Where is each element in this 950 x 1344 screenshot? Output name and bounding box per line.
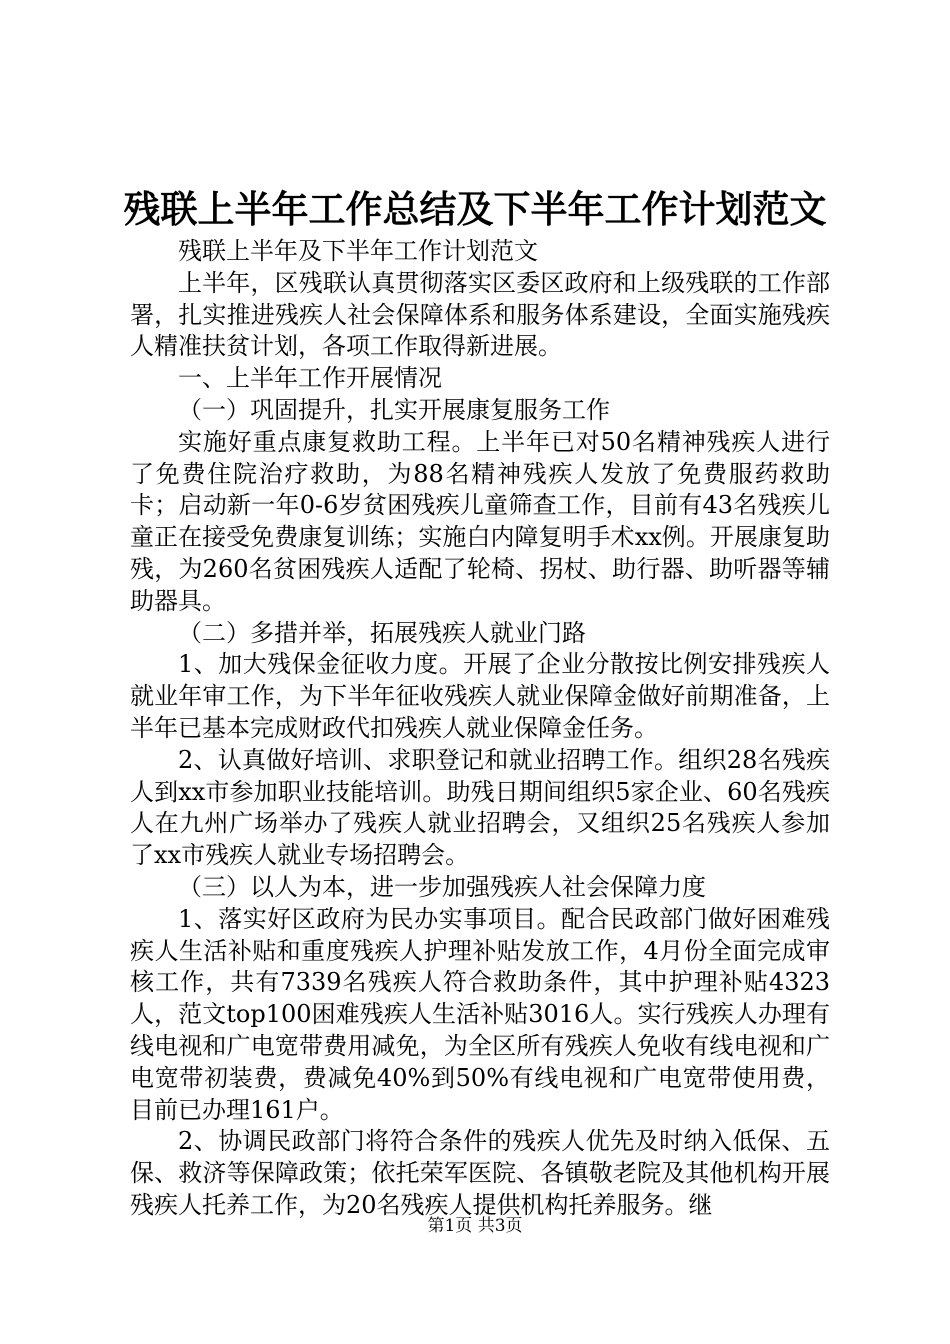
section-heading-1: 一、上半年工作开展情况 — [178, 364, 442, 393]
paragraph-intro: 上半年，区残联认真贯彻落实区委区政府和上级残联的工作部署，扎实推进残疾人社会保障体系和服务体系建设，全面实施残疾人精准扶贫计划，各项工作取得新进展。 — [130, 268, 830, 361]
document-body — [130, 236, 830, 1222]
paragraph-civil-affairs: 2、协调民政部门将符合条件的残疾人优先及时纳入低保、五保、救济等保障政策；依托荣军医院、各镇敬老院及其他机构开展残疾人托养工作，为20名残疾人提供机构托养服务。继 — [130, 1127, 830, 1219]
subsection-heading-3: （三）以人为本，进一步加强残疾人社会保障力度 — [178, 872, 706, 901]
subsection-heading-2: （二）多措并举，拓展残疾人就业门路 — [178, 618, 586, 647]
paragraph-subsidy: 1、落实好区政府为民办实事项目。配合民政部门做好困难残疾人生活补贴和重度残疾人护理补贴发放工作，4月份全面完成审核工作，共有7339名残疾人符合救助条件，其中护理补贴4323人，范文top100困难残疾人生活补贴3016人。实行残疾人办理有线电视和广电宽带费用减免，为全区所有残疾人免收有线电视和广电宽带初装费，费减免40%到50%有线电视和广电宽带使用费，目前已办理161户。 — [130, 904, 830, 1124]
paragraph-rehab: 实施好重点康复救助工程。上半年已对50名精神残疾人进行了免费住院治疗救助，为88名精神残疾人发放了免费服药救助卡；启动新一年0-6岁贫困残疾儿童筛查工作，目前有43名残疾儿童正在接受免费康复训练；实施白内障复明手术xx例。开展康复助残，为260名贫困残疾人适配了轮椅、拐杖、助行器、助听器等辅助器具。 — [130, 427, 830, 615]
paragraph-training: 2、认真做好培训、求职登记和就业招聘工作。组织28名残疾人到xx市参加职业技能培训。助残日期间组织5家企业、60名残疾人在九州广场举办了残疾人就业招聘会，又组织25名残疾人参加了xx市残疾人就业专场招聘会。 — [130, 745, 830, 870]
subsection-heading-1: （一）巩固提升，扎实开展康复服务工作 — [178, 395, 610, 424]
paragraph-levy: 1、加大残保金征收力度。开展了企业分散按比例安排残疾人就业年审工作，为下半年征收残疾人就业保障金做好前期准备，上半年已基本完成财政代扣残疾人就业保障金任务。 — [130, 650, 830, 742]
document-subtitle: 残联上半年及下半年工作计划范文 — [178, 237, 538, 265]
page-footer: 第1页 共3页 — [427, 1216, 523, 1236]
document-title: 残联上半年工作总结及下半年工作计划范文 — [123, 187, 827, 231]
